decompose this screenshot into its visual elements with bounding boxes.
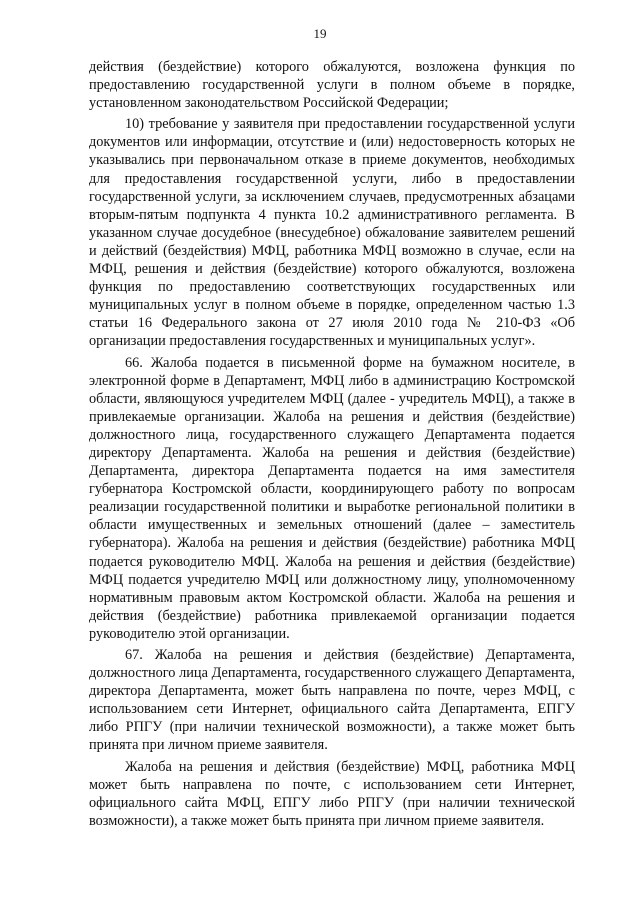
paragraph-67: 67. Жалоба на решения и действия (бездействие) Департамента, должностного лица Департамента, государственного служащего Департамента, директора Департамента, может быть направлена по почте, через МФЦ, с использованием сети Интернет, официального сайта Департамента, ЕПГУ либо РПГУ (при наличии технической возможности), а также может быть принята при личном приеме заявителя. [89, 647, 575, 754]
page-number: 19 [313, 26, 327, 41]
document-body [89, 58, 575, 833]
paragraph-item-10: 10) требование у заявителя при предоставлении государственной услуги документов или информации, отсутствие и (или) недостоверность которых не указывались при первоначальном отказе в приеме документов, необходимых для предоставления государственной услуги, либо в предоставлении государственной услуги, за исключением случаев, предусмотренных абзацами вторым-пятым подпункта 4 пункта 10.2 административного регламента. В указанном случае досудебное (внесудебное) обжалование заявителем решений и действий (бездействия) МФЦ, работника МФЦ возможно в случае, если на МФЦ, решения и действия (бездействие) которого обжалуются, возложена функция по предоставлению соответствующих государственных или муниципальных услуг в полном объеме в порядке, определенном частью 1.3 статьи 16 Федерального закона от 27 июля 2010 года № 210-ФЗ «Об организации предоставления государственных и муниципальных услуг». [89, 116, 575, 350]
paragraph-continuation: действия (бездействие) которого обжалуются, возложена функция по предоставлению государственной услуги в полном объеме в порядке, установленном законодательством Российской Федерации; [89, 59, 575, 112]
paragraph-67-mfc: Жалоба на решения и действия (бездействие) МФЦ, работника МФЦ может быть направлена по почте, с использованием сети Интернет, официального сайта МФЦ, ЕПГУ либо РПГУ (при наличии технической возможности), а также может быть принята при личном приеме заявителя. [89, 758, 575, 829]
paragraph-66: 66. Жалоба подается в письменной форме на бумажном носителе, в электронной форме в Департамент, МФЦ либо в администрацию Костромской области, являющуюся учредителем МФЦ (далее - учредитель МФЦ), а также в привлекаемые организации. Жалоба на решения и действия (бездействие) должностного лица, государственного служащего Департамента подается директору Департамента. Жалоба на решения и действия (бездействие) Департамента, директора Департамента подается на имя заместителя губернатора Костромской области, координирующего работу по вопросам реализации государственной политики и выработке региональной политики в области имущественных и земельных отношений (далее – заместитель губернатора). Жалоба на решения и действия (бездействие) работника МФЦ подается руководителю МФЦ. Жалоба на решения и действия (бездействие) МФЦ подается учредителю МФЦ или должностному лицу, уполномоченному нормативным правовым актом Костромской области. Жалоба на решения и действия (бездействие) работника привлекаемой организации подается руководителю этой организации. [89, 354, 575, 642]
